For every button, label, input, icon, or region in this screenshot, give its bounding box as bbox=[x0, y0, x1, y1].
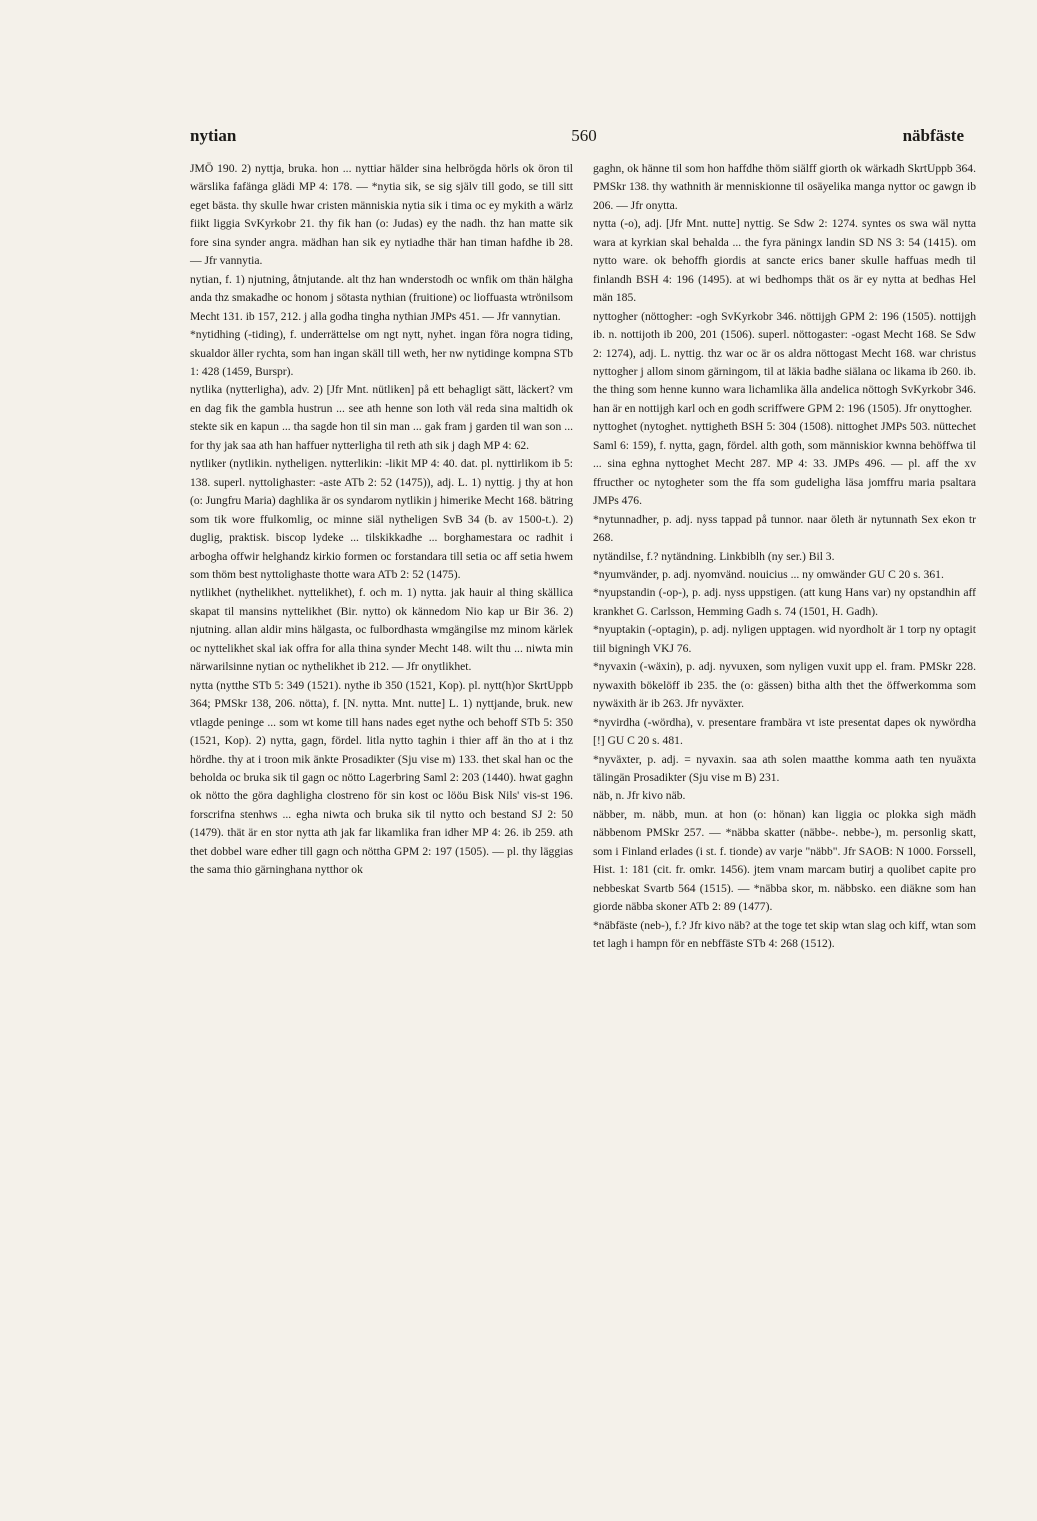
entry-nabber: näbber, m. näbb, mun. at hon (o: hönan) kan liggia oc plokka sigh mädh näbbenom PMSkr 257. — *näbba skatter (näbbe-. nebbe-), m. personlig skatt, som i Finland erlades (i st. f. tionde) av varje "näbb". Jfr SAOB: N 1000. Forssell, Hist. 1: 181 (cit. fr. omkr. 1456). jtem vnam marcam butirj a quolibet capite pro nebbeskat Svartb 564 (1515). — *näbba skor, m. näbbsko. een diäkne som han giorde näbba skoner ATb 2: 89 (1477). bbox=[593, 807, 976, 914]
header-left-guide-word: nytian bbox=[190, 126, 237, 145]
entry-nytta-noun: nytta (nytthe STb 5: 349 (1521). nythe ib 350 (1521, Kop). pl. nytt(h)or SkrtUppb 364; PMSkr 138, 206. nötta), f. [N. nytta. Mnt. nutte] L. 1) nyttjande, bruk. new vtlagde peninge ... som wt kome till hans nades eget nythe och behoff STb 5: 350 (1521, Kop). 2) nytta, gagn, fördel. litla nytto taghin i thier aff än tho at i thz hördhe. thy at i troon mik änkte Prosadikter (Sju vise m) 133. thet skal han oc the beholda oc bruka sik til gagn oc nötto Lagerbring Saml 2: 203 (1440). hwat gaghn ok nötto the göra daghligha clostreno för sin kost oc lööu Bisk Nils' vis-st 196. forscrifna stenhws ... egha niwta och bruka sik til nytto och bestand SJ 2: 50 (1479). thät är en stor nytta ath jak far likamlika fran idher MP 4: 26. ib 259. ath thet dobbel ware edher till gagn och nöttha GPM 2: 197 (1505). — pl. thy läggias the sama thio gärninghana nytthor ok bbox=[190, 678, 573, 877]
entry-nab: näb, n. Jfr kivo näb. bbox=[593, 789, 686, 803]
right-column bbox=[593, 160, 976, 953]
page-header bbox=[190, 126, 964, 152]
header-right-guide-word: näbfäste bbox=[902, 126, 964, 145]
entry-nytlika: nytlika (nytterligha), adv. 2) [Jfr Mnt. nütliken] på ett behagligt sätt, läckert? vm en dag fik the gambla hustrun ... see ath henne son loth väl reda sina maltidh ok stekte sik en kapun ... tha sagde hon til sin man ... gak fram j garden til wan son ... for thy jak saa ath han haffuer nytterligha til reth ath sik j dagh MP 4: 62. bbox=[190, 383, 573, 452]
entry-nytunnadher: *nytunnadher, p. adj. nyss tappad på tunnor. naar öleth är nytunnath Sex ekon tr 268. bbox=[593, 512, 976, 545]
entry-nytliker: nytliker (nytlikin. nytheligen. nytterlikin: -likit MP 4: 40. dat. pl. nyttirlikom ib 5: 138. superl. nyttolighaster: -aste ATb 2: 52 (1475)), adj. L. 1) nyttig. j thy at hon (o: Jungfru Maria) daghlika är os syndarom nytlikin j himerike Mecht 168. bätring som tik wore ffulkomlig, oc minne siäl nytheligen SvB 34 (b. av 1500-t.). 2) duglig, praktisk. biscop lydeke ... tilskikkadhe ... borghamestara oc radhit i arbogha offwir helghandz kirkio formen oc forstandara till setia oc aff setia hwem som thöm best nyttolighaste thotte wara ATb 2: 52 (1475). bbox=[190, 457, 573, 581]
entry-nyttoghet: nyttoghet (nytoghet. nyttigheth BSH 5: 304 (1508). nittoghet JMPs 503. nüttechet Saml 6: 159), f. nytta, gagn, fördel. alth goth, som människior kwnna behöffwa til ... sina eghna nyttoghet Mecht 287. MP 4: 33. JMPs 496. — pl. aff the xv ffructher oc nytogheter som the ffa som gudeligha läsa jomffru maria psaltara JMPs 476. bbox=[593, 420, 976, 508]
page-number: 560 bbox=[571, 126, 597, 145]
entry-nytlikhet: nytlikhet (nythelikhet. nyttelikhet), f. och m. 1) nytta. jak hauir al thing skällica skapat til mansins nyttelikhet (Bir. nytto) ok kännedom Nio kap ur Bir 36. 2) njutning. allan aldir mins hälgasta, oc fulbordhasta wmgängilse mz minom kärlek oc nyttelikhet skal iak offra for alla thina synder Mecht 148. wilt thu ... niwta min närwarilsinne nytian oc nythelikhet ib 212. — Jfr onytlikhet. bbox=[190, 586, 573, 674]
entry-nytidhing: *nytidhing (-tiding), f. underrättelse om ngt nytt, nyhet. ingan föra nogra tiding, skualdor äller rychta, som han ingan skäll till weth, her nw nytidinge kompna STb 1: 428 (1459, Burspr). bbox=[190, 328, 573, 378]
entry-nytta-noun-continued: gaghn, ok hänne til som hon haffdhe thöm siälff giorth ok wärkadh SkrtUppb 364. PMSkr 138. thy wathnith är menniskionne til osäyelika manga nyttor oc gawgn ib 206. — Jfr onytta. bbox=[593, 162, 976, 212]
entry-nabfaste: *näbfäste (neb-), f.? Jfr kivo näb? at the toge tet skip wtan slag och kiff, wtan som tet lagh i hampn för en nebffäste STb 4: 268 (1512). bbox=[593, 918, 976, 951]
entry-nyumvander: *nyumvänder, p. adj. nyomvänd. nouicius ... ny omwänder GU C 20 s. 361. bbox=[593, 567, 944, 581]
entry-nyvaxter: *nyväxter, p. adj. = nyvaxin. saa ath solen maatthe komma aath ten nyuäxta tälingän Prosadikter (Sju vise m B) 231. bbox=[593, 752, 976, 784]
entry-nytian: nytian, f. 1) njutning, åtnjutande. alt thz han wnderstodh oc wnfik om thän hälgha anda thz smakadhe oc honom j sötasta nythian (fruitione) oc lioffuasta wtrönilsom Mecht 131. ib 157, 212. j alla godha tingha nythian JMPs 451. — Jfr vannytian. bbox=[190, 272, 573, 323]
entry-nyvaxin: *nyvaxin (-wäxin), p. adj. nyvuxen, som nyligen vuxit upp el. fram. PMSkr 228. nywaxith bökelöff ib 235. the (o: gässen) bitha alth thet the öffwerkomma som nywäxith är ib 263. Jfr nyväxter. bbox=[593, 660, 976, 711]
entry-nytia-continued: JMÖ 190. 2) nyttja, bruka. hon ... nyttiar hälder sina helbrögda hörls ok öron til wärslika fafänga glädi MP 4: 178. — *nytia sik, se sig själv till godo, se till sitt eget bästa. thy skulle hwar cristen människia nytia sik i tima oc ey mykith a wärlz fiikt liggia SvKyrkobr 21. thy fik han (o: Judas) ey the nadh. thz han matte sik fore sina synder angra. mädhan han sik ey nytiadhe thär han timan hafdhe ib 28. — Jfr vannytia. bbox=[190, 162, 573, 268]
left-column bbox=[190, 160, 573, 880]
entry-nytta-adj: nytta (-o), adj. [Jfr Mnt. nutte] nyttig. Se Sdw 2: 1274. syntes os swa wäl nytta wara at kyrkian skal behalda ... the fyra päningx landin SD NS 3: 54 (1415). om nytto ware. ok behoffh giordis at sancte erics baner skulle haffuas medh til finlandh BSH 4: 196 (1495). at wi bedhomps thät os är ey nytta at bedhas Hel män 185. bbox=[593, 217, 976, 305]
entry-nyupstandin: *nyupstandin (-op-), p. adj. nyss uppstigen. (att kung Hans var) ny opstandhin aff krankhet G. Carlsson, Hemming Gadh s. 74 (1501, H. Gadh). bbox=[593, 586, 976, 618]
entry-nyuptakin: *nyuptakin (-optagin), p. adj. nyligen upptagen. wid nyordholt är 1 torp ny optagit tiil bigningh VKJ 76. bbox=[593, 623, 976, 655]
entry-nytandilse: nytändilse, f.? nytändning. Linkbiblh (ny ser.) Bil 3. bbox=[593, 549, 835, 563]
entry-nyvirdha: *nyvirdha (-wördha), v. presentare frambära vt iste presentat dapes ok nywördha [!] GU C 20 s. 481. bbox=[593, 715, 976, 748]
entry-nyttogher: nyttogher (nöttogher: -ogh SvKyrkobr 346. nöttijgh GPM 2: 196 (1505). nottijgh ib. n. nottijoth ib 200, 201 (1506). superl. nöttogaster: -ogast Mecht 168. Se Sdw 2: 1274), adj. L. nyttig. thz war oc är os aldra nöttogast Mecht 168. war christus nyttogher j allom sinom gärningom, til at läkia badhe siälana oc likama ib 260. ib. the thing som henne kunno wara lichamlika älla andelica nöttogh SvKyrkobr 346. han är en nottijgh karl och en godh scriffwere GPM 2: 196 (1505). Jfr onyttogher. bbox=[593, 309, 976, 415]
